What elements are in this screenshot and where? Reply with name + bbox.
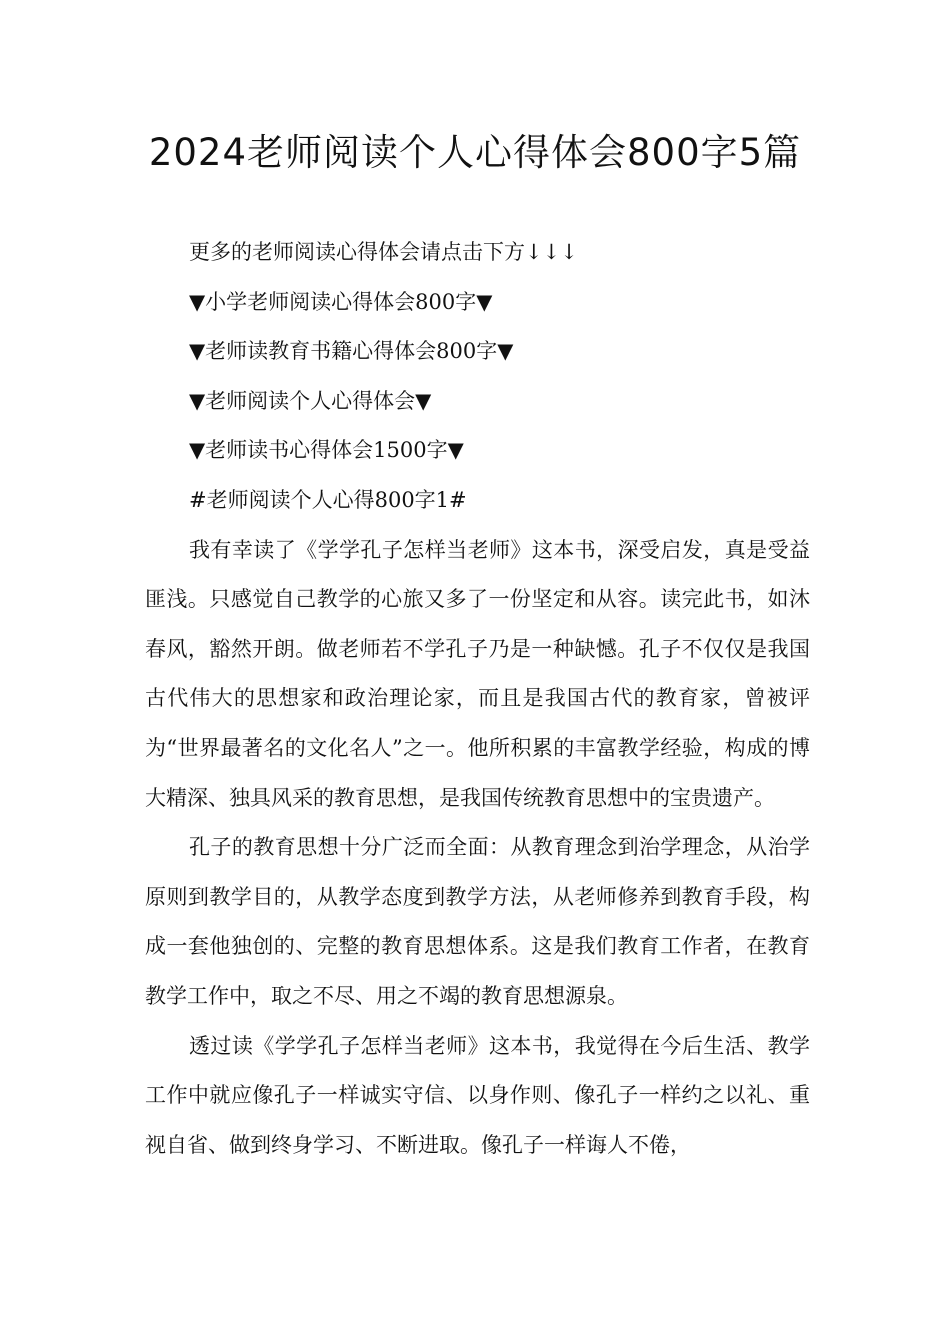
link-primary-school-800[interactable]: ▼小学老师阅读心得体会800字▼ (189, 289, 493, 314)
link-education-books-800[interactable]: ▼老师读教育书籍心得体会800字▼ (189, 339, 514, 364)
paragraph-3: 透过读《学学孔子怎样当老师》这本书，我觉得在今后生活、教学工作中就应像孔子一样诚实守信、以身作则、像孔子一样约之以礼、重视自省、做到终身学习、不断进取。像孔子一样诲人不倦， (145, 1033, 810, 1157)
paragraph-1: 我有幸读了《学学孔子怎样当老师》这本书，深受启发，真是受益匪浅。只感觉自己教学的心旅又多了一份坚定和从容。读完此书，如沐春风，豁然开朗。做老师若不学孔子乃是一种缺憾。孔子不仅仅是我国古代伟大的思想家和政治理论家，而且是我国古代的教育家，曾被评为“世界最著名的文化名人”之一。他所积累的丰富教学经验，构成的博大精深、独具风采的教育思想，是我国传统教育思想中的宝贵遗产。 (145, 537, 810, 810)
document-body (145, 228, 810, 1170)
link-personal-reading[interactable]: ▼老师阅读个人心得体会▼ (189, 388, 432, 413)
intro-line: 更多的老师阅读心得体会请点击下方↓↓↓ (189, 240, 578, 264)
document-title: 2024老师阅读个人心得体会800字5篇 (148, 131, 802, 174)
paragraph-2: 孔子的教育思想十分广泛而全面：从教育理念到治学理念，从治学原则到教学目的，从教学态度到教学方法，从老师修养到教育手段，构成一套他独创的、完整的教育思想体系。这是我们教育工作者，在教育教学工作中，取之不尽、用之不竭的教育思想源泉。 (145, 835, 810, 1008)
section-heading: #老师阅读个人心得800字1# (189, 487, 467, 512)
link-reading-1500[interactable]: ▼老师读书心得体会1500字▼ (189, 438, 464, 463)
